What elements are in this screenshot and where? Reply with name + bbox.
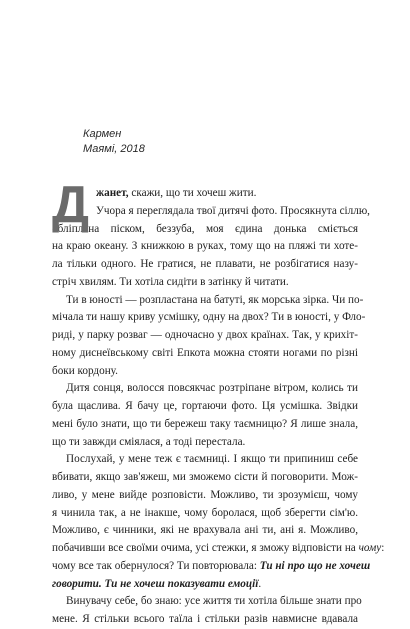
text-line: мічала ти нашу криву усмішку, одну на двох? Ти в юності, у Фло- bbox=[52, 311, 366, 324]
text-line: Ти в юності — розпластана на батуті, як морська зірка. Чи по- bbox=[66, 293, 364, 306]
lead-word: жанет, bbox=[96, 187, 129, 199]
text-line: вбивати, якщо зав'яжеш, ми зможемо сісти й поговорити. Мож- bbox=[52, 471, 358, 483]
text-line: побачивши все своїми очима, усі стежки, я зможу відповісти на чому: bbox=[52, 542, 385, 554]
text-line: обліплена піском, беззуба, моя єдина донька сміється bbox=[52, 222, 358, 235]
drop-cap: Д bbox=[52, 176, 90, 234]
text-line: стріч хвилям. Ти хотіла сидіти в затінку й читати. bbox=[52, 275, 289, 288]
text-line: була щаслива. Я бачу це, гортаючи фото. Ця усмішка. Звідки bbox=[52, 400, 358, 412]
text-line: ла тільки одного. Не гратися, не плавати, не розбігатися назу- bbox=[52, 258, 358, 270]
text-line: я чинила так, а не інакше, чому боролася, щоб зберегти сім'ю. bbox=[52, 506, 358, 519]
text-line: ливо, у мене вийде розповісти. Можливо, ти зрозумієш, чому bbox=[52, 488, 358, 501]
text-line: жанет, скажи, що ти хочеш жити. bbox=[96, 187, 257, 199]
text-line: Винувачу себе, бо знаю: усе життя ти хотіла більше знати про bbox=[66, 595, 362, 608]
text-line: на краю океану. З книжкою в руках, тому що на пляжі ти хоте- bbox=[52, 240, 358, 253]
text-line: ному диснеївському світі Епкота можна стояти ногами по різні bbox=[52, 346, 358, 359]
text-line: чому все так обернулося? Ти повторювала: Ти ні про що не хочеш bbox=[52, 559, 371, 572]
emphasis: Ти ні про що не хочеш bbox=[259, 559, 371, 572]
text-line: Дитя сонця, волосся повсякчас розтріпане вітром, колись ти bbox=[66, 382, 358, 395]
place-date: Маямі, 2018 bbox=[83, 143, 145, 155]
text-line: говорити. Ти не хочеш показувати емоції. bbox=[52, 577, 262, 590]
text-line: мені було знати, що ти бережеш таку таємницю? Я лише знала, bbox=[52, 417, 358, 430]
emphasis: чому bbox=[358, 542, 382, 554]
text-line: Можливо, є чинники, які не врахувала ані ти, ані я. Можливо, bbox=[52, 524, 358, 537]
emphasis: говорити. Ти не хочеш показувати емоції bbox=[52, 577, 259, 590]
text-line: боки кордону. bbox=[52, 364, 118, 377]
text-line: Послухай, у мене теж є таємниці. І якщо ти припиниш себе bbox=[66, 453, 358, 466]
text-line: що ти завжди сміялася, а тоді перестала. bbox=[52, 435, 246, 448]
chapter-header bbox=[83, 127, 145, 157]
text-line: Учора я переглядала твої дитячі фото. Просякнута сіллю, bbox=[96, 204, 370, 217]
narrator-name: Кармен bbox=[83, 128, 122, 140]
body-text bbox=[52, 176, 385, 629]
text-line: мене. Я стільки всього таїла і стільки разів навмисне вдавала bbox=[52, 613, 358, 625]
text-line: риді, у парку розваг — одночасно у двох країнах. Так, у крихіт- bbox=[52, 329, 358, 341]
